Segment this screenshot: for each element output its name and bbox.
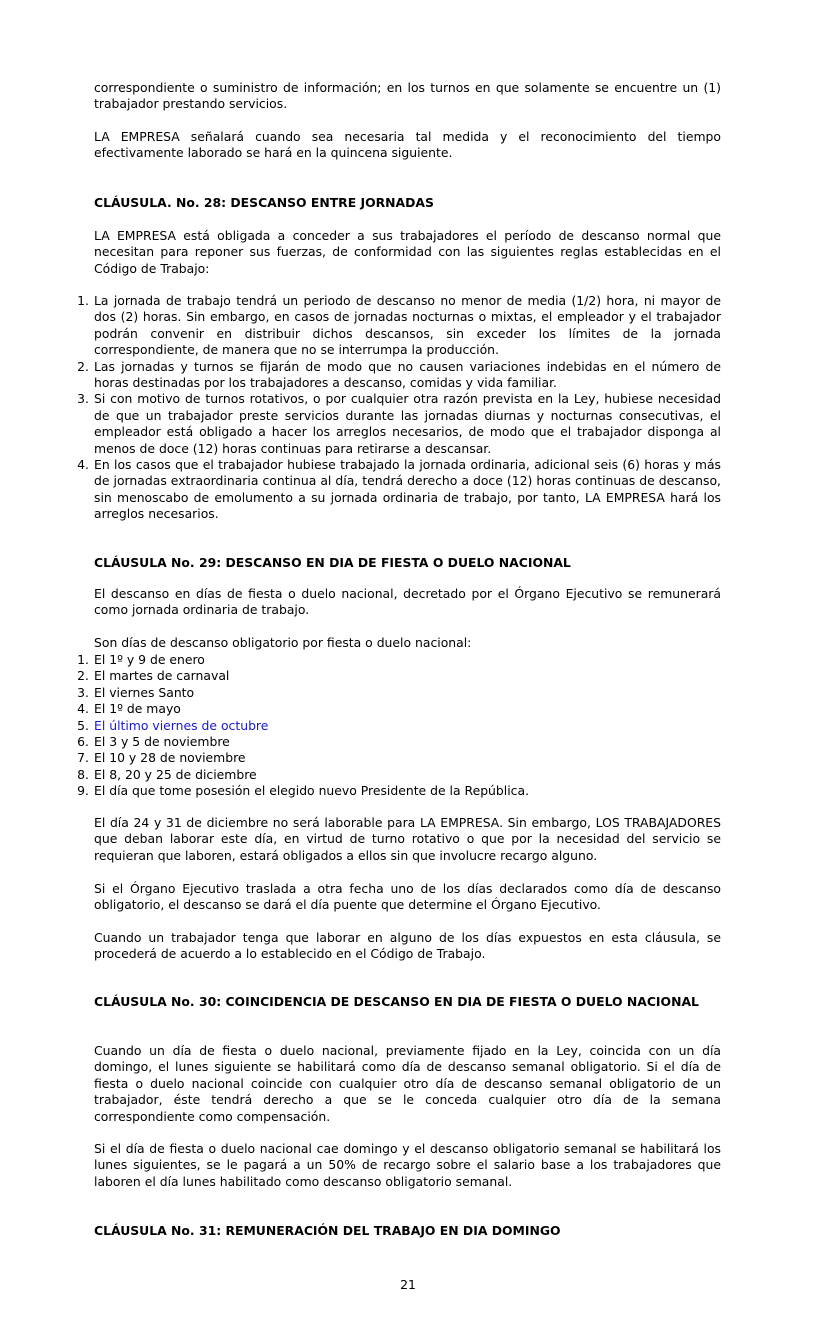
clause-30-heading-block <box>94 994 721 1010</box>
clause-30-paragraph-2-block <box>94 1141 721 1190</box>
clause-29-heading: CLÁUSULA No. 29: DESCANSO EN DIA DE FIESTA O DUELO NACIONAL <box>94 555 571 570</box>
list-item-highlighted: 5. El último viernes de octubre <box>77 717 269 733</box>
list-item: 2. El martes de carnaval <box>77 668 230 684</box>
clause-28-rules-list <box>77 293 721 523</box>
clause-30-paragraph-1-block <box>94 1043 721 1125</box>
list-item: 7. El 10 y 28 de noviembre <box>77 750 246 766</box>
clause-29-paragraph-4-block <box>94 881 721 914</box>
clause-29-paragraph-3-block <box>94 815 721 864</box>
clause-29-paragraph-1: El descanso en días de fiesta o duelo nacional, decretado por el Órgano Ejecutivo se remunerará como jornada ordinaria de trabajo. <box>94 586 721 618</box>
list-item: 8. El 8, 20 y 25 de diciembre <box>77 766 257 782</box>
intro-paragraph-2-block <box>94 129 721 162</box>
clause-30-heading: CLÁUSULA No. 30: COINCIDENCIA DE DESCANSO EN DIA DE FIESTA O DUELO NACIONAL <box>94 994 699 1009</box>
clause-29-intro-block <box>94 586 721 619</box>
list-item: 1. La jornada de trabajo tendrá un periodo de descanso no menor de media (1/2) hora, ni mayor de dos (2) horas. Sin embargo, en casos de jornadas nocturnas o mixtas, el empleador y el trabajador podrán convenir en distribuir dichos descansos, sin exceder los límites de la jornada correspondiente, de manera que no se interrumpa la producción. <box>77 293 721 358</box>
clause-31-heading-block <box>94 1223 721 1239</box>
intro-paragraph-1: correspondiente o suministro de información; en los turnos en que solamente se encuentre un (1) trabajador prestando servicios. <box>94 80 721 112</box>
clause-30-paragraph-2: Si el día de fiesta o duelo nacional cae domingo y el descanso obligatorio semanal se habilitará los lunes siguientes, se le pagará a un 50% de recargo sobre el salario base a los trabajadores que laboren el día lunes habilitado como descanso obligatorio semanal. <box>94 1141 721 1189</box>
clause-30-paragraph-1: Cuando un día de fiesta o duelo nacional, previamente fijado en la Ley, coincida con un día domingo, el lunes siguiente se habilitará como día de descanso semanal obligatorio. Si el día de fiesta o duelo nacional coincide con cualquier otro día de descanso semanal obligatorio de un trabajador, éste tendrá derecho a que se le conceda cualquier otro día de la semana correspondiente como compensación. <box>94 1043 721 1124</box>
clause-31-heading: CLÁUSULA No. 31: REMUNERACIÓN DEL TRABAJO EN DIA DOMINGO <box>94 1223 561 1238</box>
clause-28-heading: CLÁUSULA. No. 28: DESCANSO ENTRE JORNADAS <box>94 195 434 210</box>
clause-29-heading-block <box>94 555 721 571</box>
list-item: 9. El día que tome posesión el elegido nuevo Presidente de la República. <box>77 783 530 799</box>
list-item: 2. Las jornadas y turnos se fijarán de modo que no causen variaciones indebidas en el número de horas destinadas por los trabajadores a descanso, comidas y vida familiar. <box>77 358 721 391</box>
clause-28-paragraph-1: LA EMPRESA está obligada a conceder a sus trabajadores el período de descanso normal que necesitan para reponer sus fuerzas, de conformidad con las siguientes reglas establecidas en el Código de Trabajo: <box>94 228 721 276</box>
clause-29-list-intro-block <box>94 635 721 651</box>
clause-29-holidays-list-block <box>77 652 721 800</box>
clause-29-holidays-list <box>77 652 721 800</box>
clause-29-paragraph-2: Son días de descanso obligatorio por fiesta o duelo nacional: <box>94 635 472 650</box>
intro-paragraph-2: LA EMPRESA señalará cuando sea necesaria tal medida y el reconocimiento del tiempo efectivamente laborado se hará en la quincena siguiente. <box>94 129 721 161</box>
list-item: 6. El 3 y 5 de noviembre <box>77 734 230 750</box>
clause-29-paragraph-3: El día 24 y 31 de diciembre no será laborable para LA EMPRESA. Sin embargo, LOS TRABAJADORES que deban laborar este día, en virtud de turno rotativo o que por la necesidad del servicio se requieran que laboren, estará obligados a ellos sin que involucre recargo alguno. <box>94 815 721 863</box>
clause-28-heading-block <box>94 195 721 211</box>
clause-28-intro-block <box>94 228 721 277</box>
list-item: 1. El 1º y 9 de enero <box>77 652 205 667</box>
list-item: 4. El 1º de mayo <box>77 701 181 717</box>
list-item: 4. En los casos que el trabajador hubiese trabajado la jornada ordinaria, adicional seis (6) horas y más de jornadas extraordinaria continua al día, tendrá derecho a doce (12) horas continuas de descanso, sin menoscabo de emolumento a su jornada ordinaria de trabajo, por tanto, LA EMPRESA hará los arreglos necesarios. <box>77 457 721 522</box>
list-item: 3. El viernes Santo <box>77 684 195 700</box>
page-number: 21 <box>400 1277 416 1292</box>
clause-29-paragraph-4: Si el Órgano Ejecutivo traslada a otra fecha uno de los días declarados como día de descanso obligatorio, el descanso se dará el día puente que determine el Órgano Ejecutivo. <box>94 881 721 913</box>
intro-continuation <box>94 80 721 113</box>
clause-29-paragraph-5-block <box>94 930 721 963</box>
clause-28-rules-list-block <box>77 293 721 523</box>
list-item: 3. Si con motivo de turnos rotativos, o por cualquier otra razón prevista en la Ley, hubiese necesidad de que un trabajador preste servicios durante las jornadas diurnas y nocturnas consecutivas, el empleador está obligado a hacer los arreglos necesarios, de modo que el trabajador disponga al menos de doce (12) horas continuas para retirarse a descansar. <box>77 391 721 456</box>
clause-29-paragraph-5: Cuando un trabajador tenga que laborar en alguno de los días expuestos en esta cláusula, se procederá de acuerdo a lo establecido en el Código de Trabajo. <box>94 930 721 962</box>
